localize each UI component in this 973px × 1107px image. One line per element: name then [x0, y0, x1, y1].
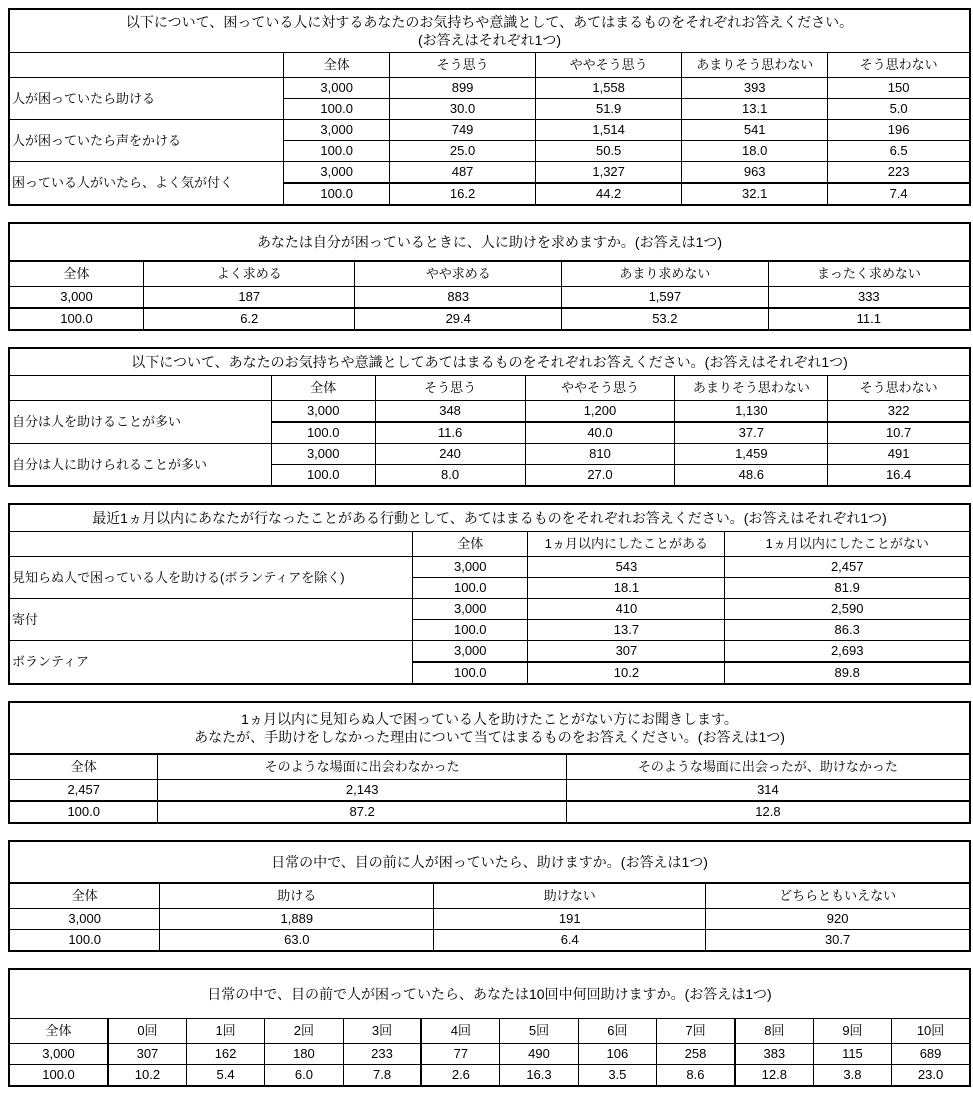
count-cell: 1,130 — [675, 401, 828, 423]
count-cell: 162 — [186, 1044, 264, 1065]
column-header: 2回 — [265, 1019, 343, 1044]
q3-self-feelings-table — [8, 347, 971, 487]
header-row — [9, 883, 970, 909]
row-label: 人が困っていたら助ける — [9, 78, 284, 120]
column-header: あまりそう思わない — [682, 53, 828, 78]
percent-cell: 6.2 — [144, 308, 355, 330]
column-header: 7回 — [657, 1019, 735, 1044]
percent-cell: 16.3 — [500, 1065, 578, 1087]
count-row — [9, 120, 970, 141]
column-header: そう思う — [375, 376, 525, 401]
percent-cell: 8.0 — [375, 465, 525, 487]
percent-cell: 100.0 — [413, 662, 528, 684]
q5-reason-for-not-helping-table — [8, 701, 971, 824]
table-title — [9, 223, 970, 261]
table-title-line: 最近1ヵ月以内にあなたが行なったことがある行動として、あてはまるものをそれぞれお答えください。(お答えはそれぞれ1つ) — [92, 510, 887, 526]
count-cell: 1,597 — [562, 287, 769, 309]
count-cell: 333 — [768, 287, 970, 309]
count-row — [9, 599, 970, 620]
percent-cell: 48.6 — [675, 465, 828, 487]
percent-cell: 3.8 — [813, 1065, 891, 1087]
percent-cell: 87.2 — [158, 801, 566, 823]
percent-row — [9, 801, 970, 823]
percent-cell: 53.2 — [562, 308, 769, 330]
percent-cell: 2.6 — [421, 1065, 499, 1087]
count-cell: 920 — [706, 909, 970, 930]
count-cell: 963 — [682, 162, 828, 184]
percent-cell: 30.0 — [390, 99, 536, 120]
column-header: あまり求めない — [562, 261, 769, 287]
q2-ask-for-help-when-in-trouble-table — [8, 222, 971, 331]
count-cell: 2,143 — [158, 780, 566, 802]
count-row — [9, 641, 970, 663]
column-header: 6回 — [578, 1019, 656, 1044]
count-cell: 3,000 — [9, 1044, 108, 1065]
column-header: そのような場面に出会わなかった — [158, 754, 566, 780]
column-header: 1回 — [186, 1019, 264, 1044]
percent-row — [9, 930, 970, 952]
count-row — [9, 909, 970, 930]
count-cell: 240 — [375, 444, 525, 465]
count-cell: 307 — [528, 641, 725, 663]
count-cell: 2,457 — [9, 780, 158, 802]
percent-cell: 10.2 — [108, 1065, 186, 1087]
count-cell: 322 — [828, 401, 970, 423]
table-title — [9, 504, 970, 532]
count-cell: 3,000 — [413, 641, 528, 663]
count-cell: 196 — [828, 120, 970, 141]
count-cell: 307 — [108, 1044, 186, 1065]
count-cell: 314 — [566, 780, 970, 802]
column-header: そのような場面に出会ったが、助けなかった — [566, 754, 970, 780]
column-header: ややそう思う — [536, 53, 682, 78]
percent-cell: 13.7 — [528, 620, 725, 641]
count-cell: 487 — [390, 162, 536, 184]
count-cell: 490 — [500, 1044, 578, 1065]
table-title-line: 日常の中で、目の前に人が困っていたら、助けますか。(お答えは1つ) — [271, 854, 708, 870]
header-row — [9, 1019, 970, 1044]
count-row — [9, 401, 970, 423]
percent-cell: 44.2 — [536, 183, 682, 205]
count-cell: 410 — [528, 599, 725, 620]
count-row — [9, 1044, 970, 1065]
percent-cell: 100.0 — [271, 465, 375, 487]
percent-cell: 89.8 — [725, 662, 970, 684]
count-cell: 115 — [813, 1044, 891, 1065]
row-label: ボランティア — [9, 641, 413, 685]
percent-cell: 12.8 — [735, 1065, 813, 1087]
percent-cell: 12.8 — [566, 801, 970, 823]
count-cell: 1,200 — [525, 401, 675, 423]
percent-cell: 51.9 — [536, 99, 682, 120]
column-header: 4回 — [421, 1019, 499, 1044]
column-header: あまりそう思わない — [675, 376, 828, 401]
percent-cell: 16.4 — [828, 465, 970, 487]
count-cell: 1,459 — [675, 444, 828, 465]
percent-cell: 11.1 — [768, 308, 970, 330]
percent-cell: 10.2 — [528, 662, 725, 684]
percent-cell: 6.0 — [265, 1065, 343, 1087]
count-cell: 180 — [265, 1044, 343, 1065]
column-header: やや求める — [355, 261, 562, 287]
percent-cell: 13.1 — [682, 99, 828, 120]
column-header: 助けない — [434, 883, 706, 909]
percent-cell: 37.7 — [675, 422, 828, 444]
count-cell: 3,000 — [9, 909, 160, 930]
column-header: まったく求めない — [768, 261, 970, 287]
column-header: 3回 — [343, 1019, 421, 1044]
count-row — [9, 78, 970, 99]
count-cell: 3,000 — [413, 557, 528, 578]
row-label: 自分は人に助けられることが多い — [9, 444, 271, 487]
count-cell: 3,000 — [284, 162, 390, 184]
row-label: 自分は人を助けることが多い — [9, 401, 271, 444]
table-title — [9, 9, 970, 53]
count-cell: 3,000 — [413, 599, 528, 620]
column-header: 助ける — [160, 883, 434, 909]
q7-times-out-of-ten-table — [8, 968, 971, 1087]
column-header: 全体 — [9, 261, 144, 287]
percent-cell: 100.0 — [284, 141, 390, 162]
percent-cell: 18.0 — [682, 141, 828, 162]
column-header: 全体 — [284, 53, 390, 78]
q4-actions-within-last-month-table — [8, 503, 971, 685]
column-header: 1ヵ月以内にしたことがない — [725, 532, 970, 557]
percent-cell: 11.6 — [375, 422, 525, 444]
percent-cell: 30.7 — [706, 930, 970, 952]
table-title-line: 以下について、あなたのお気持ちや意識としてあてはまるものをそれぞれお答えください。(お答えはそれぞれ1つ) — [131, 354, 848, 370]
count-cell: 3,000 — [271, 444, 375, 465]
count-row — [9, 780, 970, 802]
table-title — [9, 348, 970, 376]
percent-cell: 27.0 — [525, 465, 675, 487]
count-cell: 258 — [657, 1044, 735, 1065]
count-row — [9, 557, 970, 578]
percent-cell: 7.4 — [828, 183, 970, 205]
header-row — [9, 754, 970, 780]
column-header: 0回 — [108, 1019, 186, 1044]
header-row — [9, 532, 970, 557]
percent-cell: 3.5 — [578, 1065, 656, 1087]
empty-header-cell — [9, 376, 271, 401]
table-title — [9, 841, 970, 883]
percent-cell: 29.4 — [355, 308, 562, 330]
percent-cell: 6.4 — [434, 930, 706, 952]
column-header: そう思わない — [828, 376, 970, 401]
column-header: そう思わない — [828, 53, 970, 78]
column-header: 10回 — [892, 1019, 970, 1044]
table-title-line: 日常の中で、目の前で人が困っていたら、あなたは10回中何回助けますか。(お答えは1つ) — [207, 986, 772, 1002]
row-label: 寄付 — [9, 599, 413, 641]
table-title — [9, 702, 970, 754]
count-cell: 348 — [375, 401, 525, 423]
count-cell: 3,000 — [9, 287, 144, 309]
column-header: そう思う — [390, 53, 536, 78]
table-title-line: あなたは自分が困っているときに、人に助けを求めますか。(お答えは1つ) — [256, 234, 723, 250]
percent-cell: 100.0 — [413, 578, 528, 599]
percent-cell: 50.5 — [536, 141, 682, 162]
column-header: どちらともいえない — [706, 883, 970, 909]
percent-cell: 100.0 — [9, 801, 158, 823]
count-cell: 2,693 — [725, 641, 970, 663]
percent-cell: 81.9 — [725, 578, 970, 599]
percent-cell: 18.1 — [528, 578, 725, 599]
count-cell: 749 — [390, 120, 536, 141]
percent-cell: 100.0 — [413, 620, 528, 641]
percent-cell: 100.0 — [284, 183, 390, 205]
column-header: ややそう思う — [525, 376, 675, 401]
count-cell: 810 — [525, 444, 675, 465]
count-cell: 187 — [144, 287, 355, 309]
row-label: 困っている人がいたら、よく気が付く — [9, 162, 284, 206]
column-header: 全体 — [9, 883, 160, 909]
percent-row — [9, 308, 970, 330]
percent-cell: 100.0 — [9, 308, 144, 330]
count-cell: 541 — [682, 120, 828, 141]
count-cell: 150 — [828, 78, 970, 99]
percent-cell: 25.0 — [390, 141, 536, 162]
count-cell: 393 — [682, 78, 828, 99]
table-title-line: 以下について、困っている人に対するあなたのお気持ちや意識として、あてはまるものをそれぞれお答えください。 — [125, 14, 854, 30]
percent-cell: 5.4 — [186, 1065, 264, 1087]
column-header: 1ヵ月以内にしたことがある — [528, 532, 725, 557]
count-cell: 1,558 — [536, 78, 682, 99]
count-cell: 491 — [828, 444, 970, 465]
count-cell: 191 — [434, 909, 706, 930]
percent-cell: 40.0 — [525, 422, 675, 444]
column-header: 全体 — [9, 754, 158, 780]
count-cell: 2,457 — [725, 557, 970, 578]
count-cell: 233 — [343, 1044, 421, 1065]
percent-cell: 10.7 — [828, 422, 970, 444]
empty-header-cell — [9, 53, 284, 78]
column-header: 5回 — [500, 1019, 578, 1044]
q6-would-you-help-table — [8, 840, 971, 952]
column-header: 9回 — [813, 1019, 891, 1044]
table-title-line: あなたが、手助けをしなかった理由について当てはまるものをお答えください。(お答えは1つ) — [194, 729, 785, 745]
table-title — [9, 969, 970, 1019]
percent-cell: 86.3 — [725, 620, 970, 641]
percent-cell: 100.0 — [284, 99, 390, 120]
count-cell: 1,889 — [160, 909, 434, 930]
percent-cell: 5.0 — [828, 99, 970, 120]
count-cell: 1,514 — [536, 120, 682, 141]
count-cell: 543 — [528, 557, 725, 578]
percent-cell: 100.0 — [9, 1065, 108, 1087]
count-cell: 3,000 — [284, 78, 390, 99]
q1-feelings-toward-people-in-trouble-table — [8, 8, 971, 206]
percent-cell: 100.0 — [9, 930, 160, 952]
count-cell: 689 — [892, 1044, 970, 1065]
row-label: 人が困っていたら声をかける — [9, 120, 284, 162]
count-row — [9, 162, 970, 184]
percent-row — [9, 1065, 970, 1087]
count-cell: 77 — [421, 1044, 499, 1065]
column-header: 全体 — [271, 376, 375, 401]
percent-cell: 32.1 — [682, 183, 828, 205]
column-header: 全体 — [413, 532, 528, 557]
percent-cell: 8.6 — [657, 1065, 735, 1087]
count-cell: 1,327 — [536, 162, 682, 184]
count-row — [9, 444, 970, 465]
count-cell: 106 — [578, 1044, 656, 1065]
percent-cell: 23.0 — [892, 1065, 970, 1087]
percent-cell: 100.0 — [271, 422, 375, 444]
percent-cell: 63.0 — [160, 930, 434, 952]
percent-cell: 6.5 — [828, 141, 970, 162]
table-title-line: (お答えはそれぞれ1つ) — [417, 32, 562, 48]
empty-header-cell — [9, 532, 413, 557]
table-title-line: 1ヵ月以内に見知らぬ人で困っている人を助けたことがない方にお聞きします。 — [241, 711, 738, 727]
count-cell: 383 — [735, 1044, 813, 1065]
percent-cell: 7.8 — [343, 1065, 421, 1087]
percent-cell: 16.2 — [390, 183, 536, 205]
column-header: 8回 — [735, 1019, 813, 1044]
header-row — [9, 376, 970, 401]
header-row — [9, 261, 970, 287]
column-header: よく求める — [144, 261, 355, 287]
count-cell: 3,000 — [271, 401, 375, 423]
count-cell: 899 — [390, 78, 536, 99]
column-header: 全体 — [9, 1019, 108, 1044]
header-row — [9, 53, 970, 78]
count-cell: 3,000 — [284, 120, 390, 141]
count-cell: 223 — [828, 162, 970, 184]
row-label: 見知らぬ人で困っている人を助ける(ボランティアを除く) — [9, 557, 413, 599]
count-row — [9, 287, 970, 309]
count-cell: 2,590 — [725, 599, 970, 620]
count-cell: 883 — [355, 287, 562, 309]
